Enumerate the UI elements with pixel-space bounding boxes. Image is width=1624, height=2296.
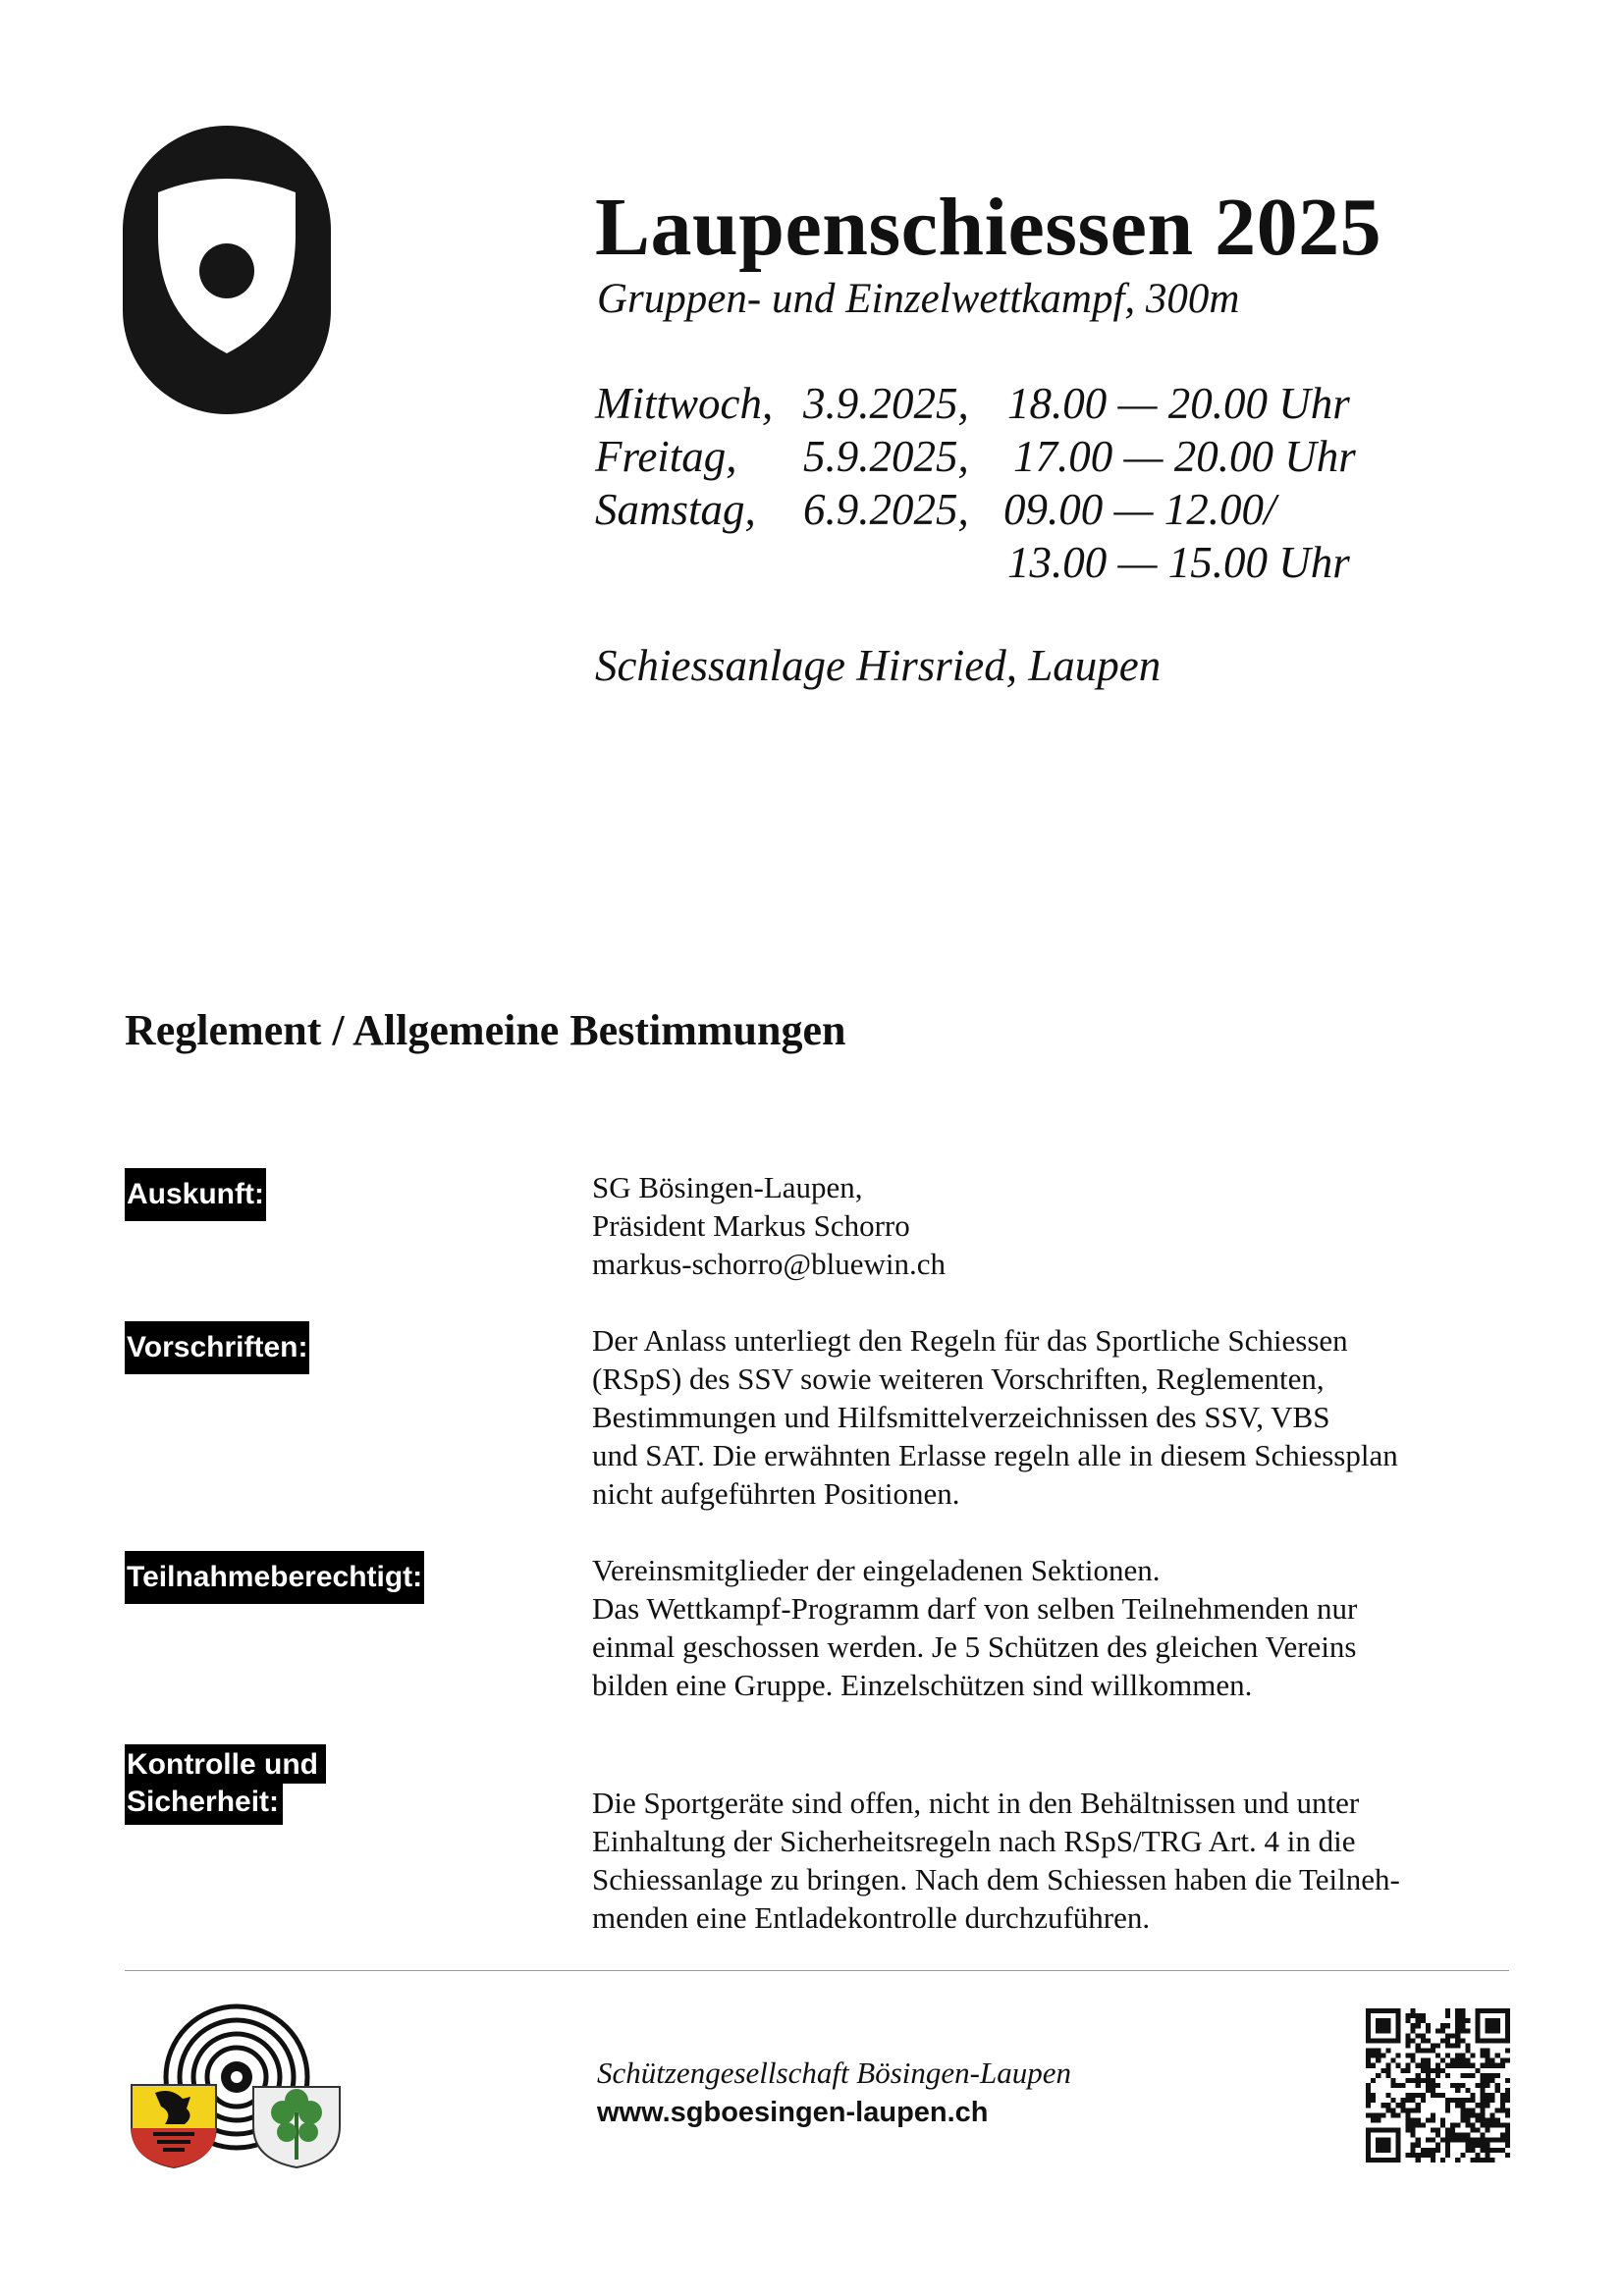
rule-body-line: und SAT. Die erwähnten Erlasse regeln alle in diesem Schiessplan — [592, 1438, 1398, 1472]
schedule-time: 18.00 — 20.00 Uhr — [1007, 379, 1350, 428]
schedule-time: 09.00 — 12.00/ — [1003, 485, 1276, 534]
rule-label-line: Sicherheit: — [125, 1784, 283, 1825]
schedule-date: 5.9.2025, — [803, 432, 969, 481]
footer-organization: Schützengesellschaft Bösingen-Laupen — [597, 2056, 1071, 2090]
rule-body-line: Das Wettkampf-Programm darf von selben Teilnehmenden nur — [592, 1591, 1358, 1626]
rule-label-kontrolle — [125, 1744, 326, 1825]
rule-label-line: Kontrolle und — [125, 1744, 326, 1784]
club-logo-icon — [123, 126, 331, 414]
rule-body-line: Bestimmungen und Hilfsmittelverzeichnissen des SSV, VBS — [592, 1400, 1330, 1434]
rule-body-line: (RSpS) des SSV sowie weiteren Vorschriften, Reglementen, — [592, 1362, 1325, 1396]
footer-divider — [125, 1970, 1509, 1971]
qr-code-icon[interactable] — [1366, 2008, 1510, 2163]
event-title: Laupenschiessen 2025 — [595, 182, 1382, 273]
rule-body-line: SG Bösingen-Laupen, — [592, 1170, 863, 1204]
rule-body-line: Präsident Markus Schorro — [592, 1208, 910, 1243]
rule-label-line: Teilnahmeberechtigt: — [127, 1559, 422, 1596]
rule-body-line: nicht aufgeführten Positionen. — [592, 1476, 960, 1511]
rule-body-teilnahmeberechtigt — [592, 1551, 1505, 1704]
rule-label-teilnahmeberechtigt — [125, 1551, 424, 1604]
rule-body-line: menden eine Entladekontrolle durchzuführen. — [592, 1900, 1151, 1935]
schedule-day: Samstag, — [595, 485, 756, 534]
rule-body-line: Schiessanlage zu bringen. Nach dem Schiessen haben die Teilneh- — [592, 1862, 1400, 1896]
schedule-date: 6.9.2025, — [803, 485, 969, 534]
rule-body-line: Einhaltung der Sicherheitsregeln nach RSpS/TRG Art. 4 in die — [592, 1824, 1356, 1858]
coat-of-arms-icon — [126, 2002, 348, 2169]
rule-body-auskunft — [592, 1168, 1505, 1283]
rule-body-kontrolle — [592, 1784, 1505, 1937]
rule-body-line: Der Anlass unterliegt den Regeln für das Sportliche Schiessen — [592, 1323, 1348, 1358]
schedule-day: Freitag, — [595, 432, 737, 481]
venue: Schiessanlage Hirsried, Laupen — [595, 641, 1162, 690]
schedule-time: 17.00 — 20.00 Uhr — [1013, 432, 1356, 481]
rule-body-line: einmal geschossen werden. Je 5 Schützen des gleichen Vereins — [592, 1629, 1357, 1664]
rule-label-auskunft — [125, 1168, 266, 1221]
rule-body-line: markus-schorro@bluewin.ch — [592, 1247, 946, 1281]
schedule-date: 3.9.2025, — [803, 379, 969, 428]
schedule-day: Mittwoch, — [595, 379, 774, 428]
rule-body-vorschriften — [592, 1321, 1505, 1513]
footer-website-link[interactable]: www.sgboesingen-laupen.ch — [597, 2097, 989, 2128]
event-subtitle: Gruppen- und Einzelwettkampf, 300m — [597, 276, 1240, 322]
rule-body-line: bilden eine Gruppe. Einzelschützen sind willkommen. — [592, 1668, 1253, 1702]
rule-label-vorschriften — [125, 1321, 309, 1374]
section-heading: Reglement / Allgemeine Bestimmungen — [125, 1006, 846, 1054]
schedule-time: 13.00 — 15.00 Uhr — [1007, 538, 1350, 587]
rule-body-line: Die Sportgeräte sind offen, nicht in den Behältnissen und unter — [592, 1786, 1360, 1820]
rule-label-line: Vorschriften: — [127, 1329, 307, 1366]
rule-label-line: Auskunft: — [127, 1176, 264, 1213]
rule-body-line: Vereinsmitglieder der eingeladenen Sektionen. — [592, 1553, 1161, 1587]
